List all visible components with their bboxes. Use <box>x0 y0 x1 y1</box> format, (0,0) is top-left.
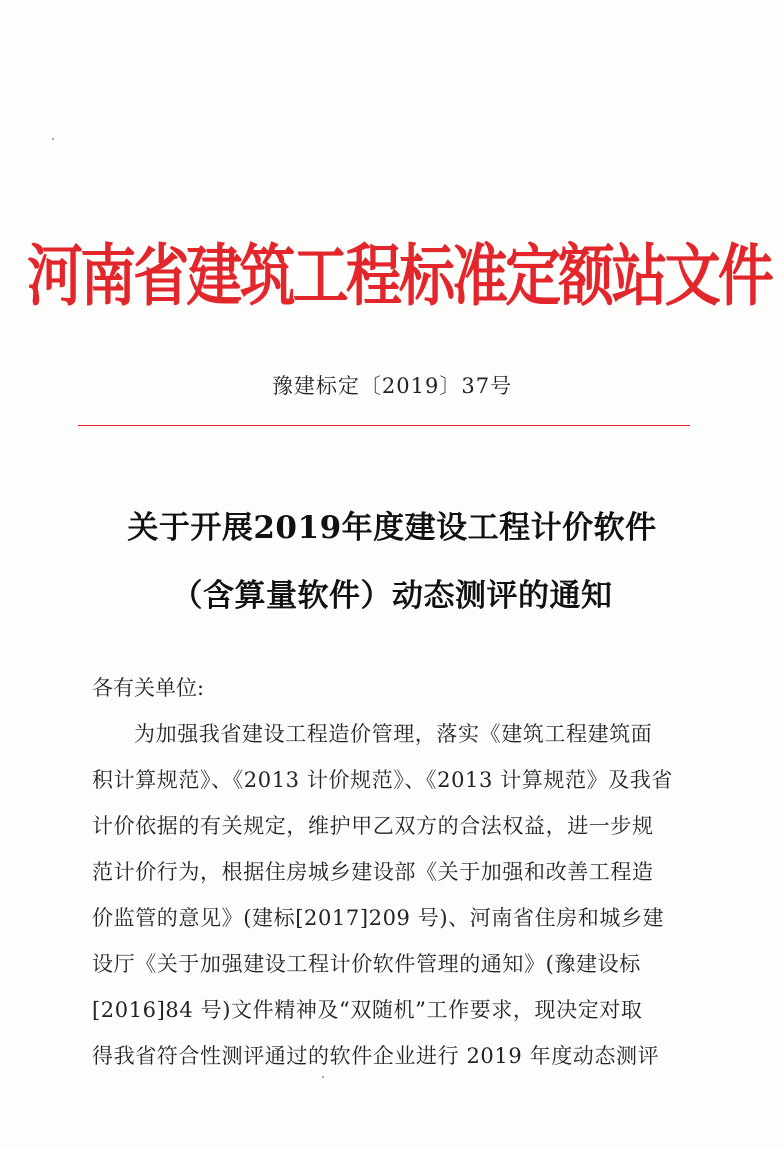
document-number: 豫建标定〔2019〕37号 <box>271 374 513 398</box>
body-paragraph-line: 为加强我省建设工程造价管理，落实《建筑工程建筑面 <box>134 722 653 746</box>
notice-title-line-2: （含算量软件）动态测评的通知 <box>171 578 613 614</box>
body-paragraph-line: [2016]84 号)文件精神及“双随机”工作要求，现决定对取 <box>92 998 643 1022</box>
body-paragraph-line: 价监管的意见》(建标[2017]209 号)、河南省住房和城乡建 <box>92 906 665 930</box>
notice-title-line-1: 关于开展2019年度建设工程计价软件 <box>127 510 657 546</box>
red-divider-line <box>78 425 690 426</box>
salutation: 各有关单位: <box>92 676 205 700</box>
body-paragraph-line: 设厅《关于加强建设工程计价软件管理的通知》(豫建设标 <box>92 952 641 976</box>
body-paragraph-line: 范计价行为，根据住房城乡建设部《关于加强和改善工程造 <box>92 860 654 884</box>
document-masthead: 河南省建筑工程标准定额站文件 <box>27 237 771 316</box>
body-paragraph-line: 积计算规范》、《2013 计价规范》、《2013 计算规范》及我省 <box>92 768 674 792</box>
scan-speck <box>322 1076 324 1078</box>
body-paragraph-line: 计价依据的有关规定，维护甲乙双方的合法权益，进一步规 <box>92 814 654 838</box>
scan-speck <box>52 138 54 140</box>
body-paragraph-line: 得我省符合性测评通过的软件企业进行 2019 年度动态测评 <box>92 1044 660 1068</box>
